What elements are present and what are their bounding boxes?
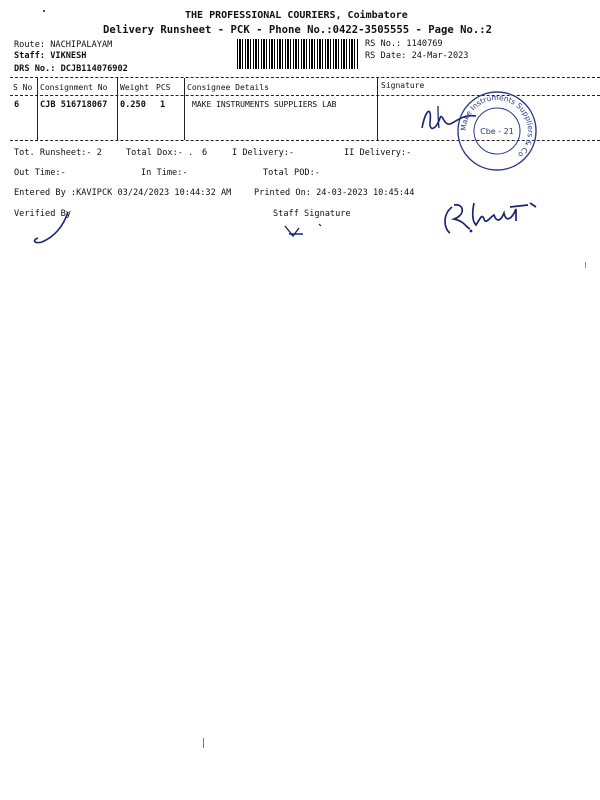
staff-signature-scrawl xyxy=(440,195,550,240)
col-divider xyxy=(37,78,38,140)
total-dox: Total Dox:- . xyxy=(126,148,194,158)
col-divider xyxy=(184,78,185,140)
total-runsheet: Tot. Runsheet:- 2 xyxy=(14,148,102,158)
drs-number: DRS No.: DCJB114076902 xyxy=(14,64,128,74)
runsheet-subtitle: Delivery Runsheet - PCK - Phone No.:0422-3505555 - Page No.:2 xyxy=(103,24,493,36)
cell-pcs: 1 xyxy=(160,100,166,110)
verified-by-label: Verified By xyxy=(14,209,71,219)
first-delivery: I Delivery:- xyxy=(232,148,295,158)
scan-speck xyxy=(585,262,586,268)
col-divider xyxy=(377,78,378,140)
in-time: In Time:- xyxy=(141,168,188,178)
col-header-weight: Weight xyxy=(120,83,149,92)
total-pod: Total POD:- xyxy=(263,168,320,178)
consignee-signature xyxy=(416,100,486,140)
cell-sno: 6 xyxy=(14,100,20,110)
col-header-sno: S No xyxy=(13,83,33,92)
entered-by: Entered By :KAVIPCK 03/24/2023 10:44:32 AM xyxy=(14,188,232,198)
scan-speck xyxy=(203,738,204,748)
rs-date: RS Date: 24-Mar-2023 xyxy=(365,51,469,61)
rs-number: RS No.: 1140769 xyxy=(365,39,443,49)
col-header-consignee: Consignee Details xyxy=(187,83,269,92)
scan-speck xyxy=(43,10,45,12)
route-label: Route: NACHIPALAYAM xyxy=(14,40,113,50)
out-time: Out Time:- xyxy=(14,168,66,178)
printed-on: Printed On: 24-03-2023 10:45:44 xyxy=(254,188,415,198)
staff-label: Staff: VIKNESH xyxy=(14,51,87,61)
staff-initial-mark xyxy=(283,222,323,242)
stamp-ring-text: Make Instruments Suppliers & Co xyxy=(458,92,536,160)
cell-consignee: MAKE INSTRUMENTS SUPPLIERS LAB xyxy=(192,100,337,109)
second-delivery: II Delivery:- xyxy=(344,148,412,158)
company-title: THE PROFESSIONAL COURIERS, Coimbatore xyxy=(185,10,408,21)
col-header-consignment: Consignment No xyxy=(40,83,108,92)
cell-weight: 0.250 xyxy=(120,100,146,110)
cell-consignment: CJB 516718067 xyxy=(40,100,108,110)
col-header-pcs: PCS xyxy=(156,83,171,92)
total-dox-count: 6 xyxy=(202,148,208,158)
staff-signature-label: Staff Signature xyxy=(273,209,351,219)
col-divider xyxy=(117,78,118,140)
col-header-signature: Signature xyxy=(381,81,425,90)
table-top-rule xyxy=(10,77,600,78)
stamp-center-text: Cbe - 21 xyxy=(480,127,514,136)
verifier-signature xyxy=(30,210,80,250)
barcode xyxy=(237,39,359,69)
